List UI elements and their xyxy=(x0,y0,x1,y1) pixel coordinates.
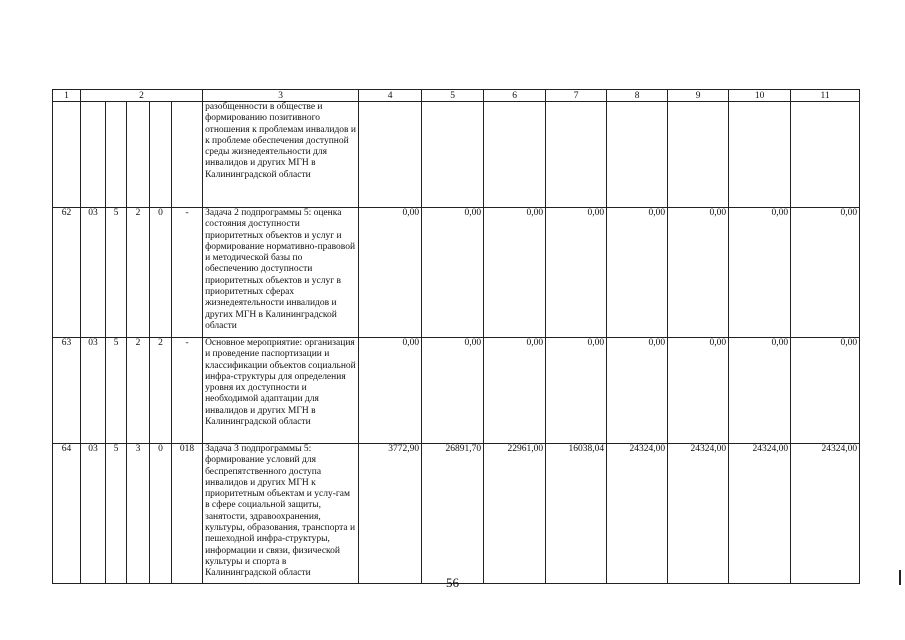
code-e: 018 xyxy=(172,444,203,584)
header-col-5: 5 xyxy=(422,90,484,102)
code-b: 5 xyxy=(106,208,127,338)
code-a: 03 xyxy=(81,338,106,444)
description-cell: разобщенности в обществе и формированию позитивного отношения к проблемам инвалидов и к проблеме обеспечения доступной среды жизнедеятельности для инвалидов и других МГН в Калининградской области xyxy=(203,102,359,208)
value-col-6 xyxy=(484,102,546,208)
header-col-9: 9 xyxy=(668,90,729,102)
code-c: 3 xyxy=(127,444,150,584)
table-row xyxy=(53,338,860,444)
budget-table xyxy=(52,89,860,584)
value-col-10 xyxy=(729,102,791,208)
row-number xyxy=(53,102,81,208)
table-row xyxy=(53,208,860,338)
header-col-8: 8 xyxy=(607,90,668,102)
value-col-4: 0,00 xyxy=(359,338,422,444)
code-c: 2 xyxy=(127,338,150,444)
table-row xyxy=(53,444,860,584)
value-col-9: 0,00 xyxy=(668,208,729,338)
row-number: 62 xyxy=(53,208,81,338)
value-col-5 xyxy=(422,102,484,208)
value-col-10: 0,00 xyxy=(729,208,791,338)
code-c xyxy=(127,102,150,208)
header-row xyxy=(53,90,860,102)
value-col-11: 0,00 xyxy=(791,208,860,338)
code-b: 5 xyxy=(106,444,127,584)
code-d: 0 xyxy=(150,444,172,584)
value-col-7: 0,00 xyxy=(546,208,607,338)
value-col-6: 0,00 xyxy=(484,338,546,444)
value-col-8: 0,00 xyxy=(607,338,668,444)
code-b xyxy=(106,102,127,208)
value-col-5: 26891,70 xyxy=(422,444,484,584)
value-col-11 xyxy=(791,102,860,208)
value-col-7 xyxy=(546,102,607,208)
description-cell: Задача 3 подпрограммы 5: формирование условий для беспрепятственного доступа инвалидов и других МГН к приоритетным объектам и услу-гам в сфере социальной защиты, занятости, здравоохранения, культуры, образования, транспорта и пешеходной инфра-структуры, информации и связи, физической культуры и спорта в Калининградской области xyxy=(203,444,359,584)
code-d: 2 xyxy=(150,338,172,444)
value-col-5: 0,00 xyxy=(422,338,484,444)
value-col-8: 0,00 xyxy=(607,208,668,338)
value-col-10: 0,00 xyxy=(729,338,791,444)
value-col-11: 0,00 xyxy=(791,338,860,444)
value-col-8: 24324,00 xyxy=(607,444,668,584)
code-b: 5 xyxy=(106,338,127,444)
value-col-10: 24324,00 xyxy=(729,444,791,584)
page-number: 56 xyxy=(446,575,459,590)
header-col-3: 3 xyxy=(203,90,359,102)
code-d: 0 xyxy=(150,208,172,338)
value-col-7: 0,00 xyxy=(546,338,607,444)
header-col-11: 11 xyxy=(791,90,860,102)
header-col-7: 7 xyxy=(546,90,607,102)
code-e xyxy=(172,102,203,208)
value-col-4: 3772,90 xyxy=(359,444,422,584)
description-cell: Задача 2 подпрограммы 5: оценка состояния доступности приоритетных объектов и услуг и формирование нормативно-правовой и методической базы по обеспечению доступности приоритетных объектов и услуг в приоритетных сферах жизнедеятельности инвалидов и других МГН в Калининградской области xyxy=(203,208,359,338)
header-col-1: 1 xyxy=(53,90,81,102)
value-col-9: 24324,00 xyxy=(668,444,729,584)
value-col-9: 0,00 xyxy=(668,338,729,444)
value-col-11: 24324,00 xyxy=(791,444,860,584)
value-col-6: 22961,00 xyxy=(484,444,546,584)
value-col-8 xyxy=(607,102,668,208)
row-number: 63 xyxy=(53,338,81,444)
value-col-6: 0,00 xyxy=(484,208,546,338)
code-a xyxy=(81,102,106,208)
row-number: 64 xyxy=(53,444,81,584)
value-col-9 xyxy=(668,102,729,208)
value-col-4 xyxy=(359,102,422,208)
code-a: 03 xyxy=(81,444,106,584)
value-col-7: 16038,04 xyxy=(546,444,607,584)
table-row xyxy=(53,102,860,208)
header-col-4: 4 xyxy=(359,90,422,102)
header-col-10: 10 xyxy=(729,90,791,102)
code-a: 03 xyxy=(81,208,106,338)
code-e: - xyxy=(172,208,203,338)
code-d xyxy=(150,102,172,208)
code-e: - xyxy=(172,338,203,444)
description-cell: Основное мероприятие: организация и проведение паспортизации и классификации объектов социальной инфра-структуры для определения уровня их доступности и необходимой адаптации для инвалидов и других МГН в Калининградской области xyxy=(203,338,359,444)
header-col-2: 2 xyxy=(81,90,203,102)
code-c: 2 xyxy=(127,208,150,338)
header-col-6: 6 xyxy=(484,90,546,102)
scan-edge-mark xyxy=(899,570,901,585)
value-col-4: 0,00 xyxy=(359,208,422,338)
value-col-5: 0,00 xyxy=(422,208,484,338)
